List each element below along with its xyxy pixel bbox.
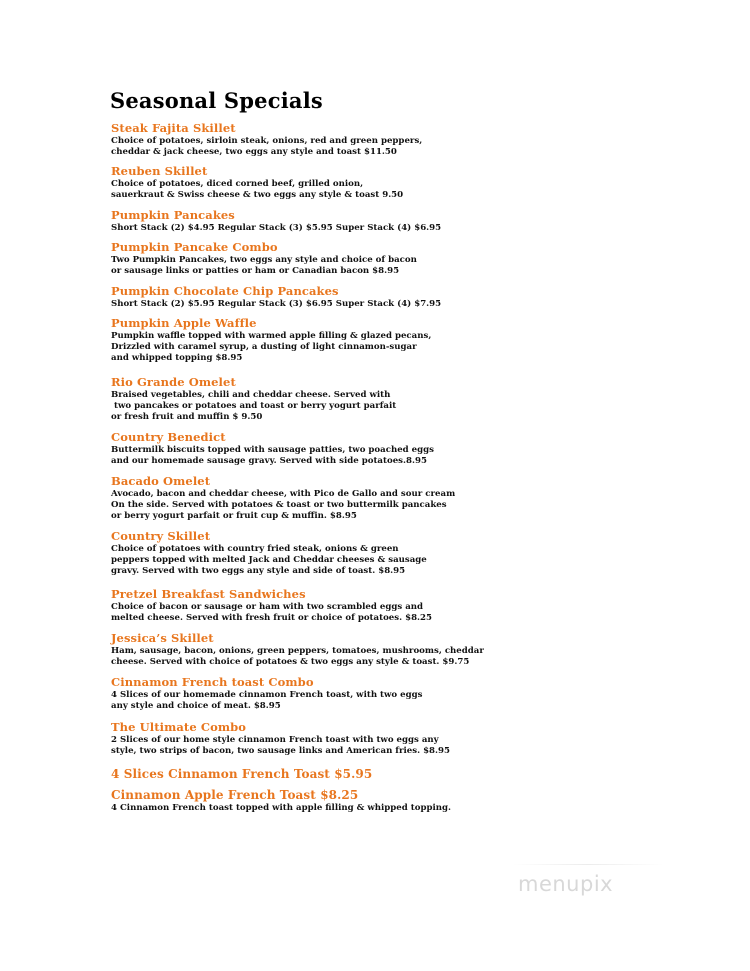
description-line: sauerkraut & Swiss cheese & two eggs any style & toast 9.50 [111, 190, 404, 201]
description-line: Choice of potatoes, sirloin steak, onions, red and green peppers, [111, 136, 423, 146]
menu-item-name: Pumpkin Pancake Combo [111, 240, 278, 254]
menu-item [111, 631, 731, 668]
menu-item-description [111, 390, 731, 424]
watermark-logo-text: menupix [518, 872, 614, 896]
menu-item-description [111, 735, 731, 757]
description-line: two pancakes or potatoes and toast or berry yogurt parfait [111, 401, 397, 412]
menu-item [111, 430, 731, 467]
description-line: 2 Slices of our home style cinnamon French toast with two eggs any [111, 735, 439, 745]
description-line: Choice of potatoes with country fried steak, onions & green [111, 544, 399, 554]
menu-item [111, 284, 731, 310]
menu-item-name: Pumpkin Chocolate Chip Pancakes [111, 284, 339, 298]
menu-item-name: 4 Slices Cinnamon French Toast $5.95 [111, 767, 373, 781]
menu-item-description [111, 602, 731, 624]
description-line: Buttermilk biscuits topped with sausage patties, two poached eggs [111, 445, 435, 455]
menu-item-name: Jessica’s Skillet [111, 631, 214, 645]
menu-item-name: Pumpkin Apple Waffle [111, 316, 257, 330]
description-line: cheese. Served with choice of potatoes & two eggs any style & toast. $9.75 [111, 657, 470, 668]
menu-item-name: Rio Grande Omelet [111, 375, 236, 389]
menu-item-description [111, 299, 731, 310]
menu-item-name: Pumpkin Pancakes [111, 208, 235, 222]
description-line: cheddar & jack cheese, two eggs any style and toast $11.50 [111, 147, 397, 158]
description-line: or fresh fruit and muffin $ 9.50 [111, 412, 263, 423]
description-line: On the side. Served with potatoes & toast or two buttermilk pancakes [111, 500, 447, 511]
menu-item-description [111, 223, 731, 234]
menu-item-name: Country Benedict [111, 430, 226, 444]
menu-item [111, 316, 731, 365]
menu-item-description [111, 445, 731, 467]
menu-item-description [111, 544, 731, 578]
menu-item [111, 587, 731, 624]
menu-item [111, 474, 731, 523]
menu-item-description [111, 331, 731, 365]
menu-item-name: Country Skillet [111, 529, 211, 543]
description-line: or sausage links or patties or ham or Canadian bacon $8.95 [111, 266, 400, 277]
menu-item-description [111, 690, 731, 712]
menu-item-description [111, 179, 731, 201]
menu-item [111, 208, 731, 234]
menu-item [111, 121, 731, 158]
menu-item-name: Bacado Omelet [111, 474, 211, 488]
menu-item-name: Pretzel Breakfast Sandwiches [111, 587, 306, 601]
watermark-divider [512, 864, 664, 865]
menu-item-description [111, 803, 731, 814]
menu-item-name: The Ultimate Combo [111, 720, 247, 734]
description-line: Drizzled with caramel syrup, a dusting of light cinnamon-sugar [111, 342, 417, 353]
description-line: Short Stack (2) $4.95 Regular Stack (3) $5.95 Super Stack (4) $6.95 [111, 223, 442, 233]
description-line: gravy. Served with two eggs any style and side of toast. $8.95 [111, 566, 406, 577]
menu-item-description [111, 255, 731, 277]
description-line: 4 Slices of our homemade cinnamon French toast, with two eggs [111, 690, 423, 700]
description-line: Choice of potatoes, diced corned beef, grilled onion, [111, 179, 364, 189]
menu-item-name: Cinnamon Apple French Toast $8.25 [111, 788, 359, 802]
description-line: Avocado, bacon and cheddar cheese, with Pico de Gallo and sour cream [111, 489, 456, 499]
menu-item-name: Reuben Skillet [111, 164, 208, 178]
menu-item [111, 529, 731, 578]
description-line: style, two strips of bacon, two sausage links and American fries. $8.95 [111, 746, 450, 757]
description-line: Choice of bacon or sausage or ham with two scrambled eggs and [111, 602, 424, 612]
description-line: 4 Cinnamon French toast topped with apple filling & whipped topping. [111, 803, 451, 813]
description-line: Braised vegetables, chili and cheddar cheese. Served with [111, 390, 391, 400]
description-line: Ham, sausage, bacon, onions, green peppers, tomatoes, mushrooms, cheddar [111, 646, 484, 656]
page-title: Seasonal Specials [110, 88, 323, 113]
description-line: Short Stack (2) $5.95 Regular Stack (3) $6.95 Super Stack (4) $7.95 [111, 299, 442, 309]
menu-item-name: Cinnamon French toast Combo [111, 675, 314, 689]
menu-item [111, 164, 731, 201]
menu-item [111, 788, 731, 814]
menu-item-description [111, 646, 731, 668]
description-line: or berry yogurt parfait or fruit cup & muffin. $8.95 [111, 511, 357, 522]
description-line: any style and choice of meat. $8.95 [111, 701, 281, 712]
menu-item [111, 375, 731, 424]
menu-item [111, 240, 731, 277]
menu-item [111, 767, 731, 781]
description-line: Pumpkin waffle topped with warmed apple filling & glazed pecans, [111, 331, 432, 341]
description-line: and our homemade sausage gravy. Served with side potatoes.8.95 [111, 456, 427, 467]
menupix-watermark [512, 860, 664, 912]
menu-item-description [111, 136, 731, 158]
menu-item [111, 675, 731, 712]
menu-item [111, 720, 731, 757]
description-line: melted cheese. Served with fresh fruit or choice of potatoes. $8.25 [111, 613, 432, 624]
description-line: peppers topped with melted Jack and Cheddar cheeses & sausage [111, 555, 427, 566]
description-line: Two Pumpkin Pancakes, two eggs any style and choice of bacon [111, 255, 417, 265]
menu-item-name: Steak Fajita Skillet [111, 121, 236, 135]
menu-item-description [111, 489, 731, 523]
description-line: and whipped topping $8.95 [111, 353, 243, 364]
